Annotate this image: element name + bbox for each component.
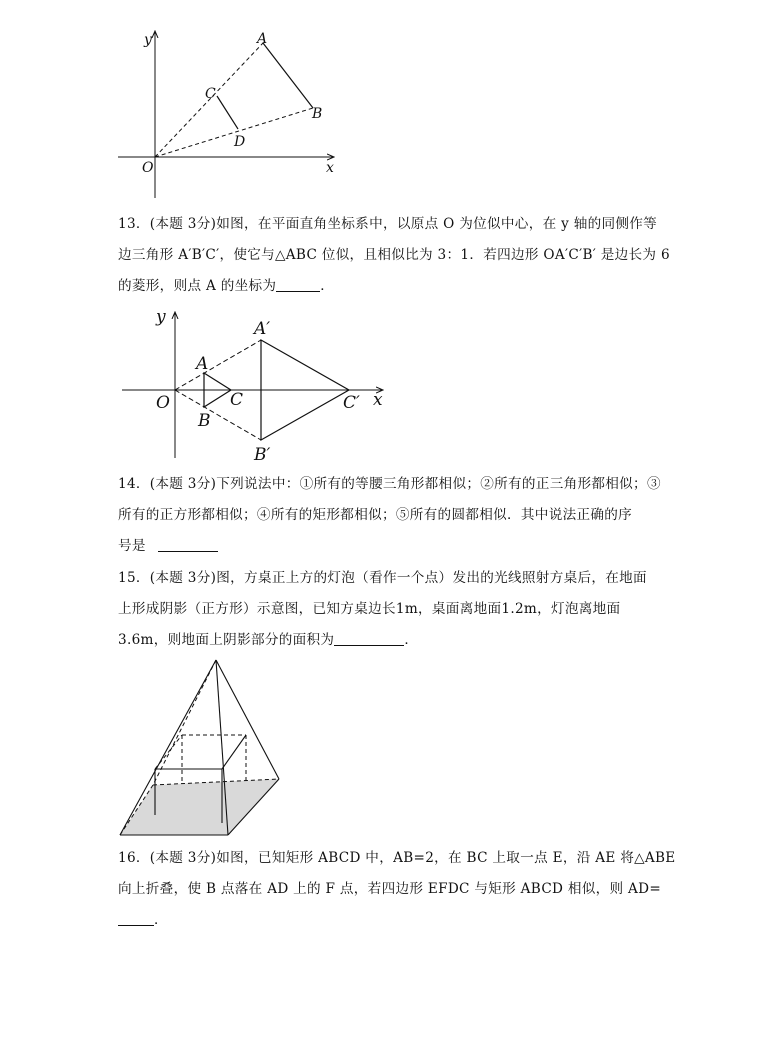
label-C: C (230, 390, 244, 410)
segment-CD (217, 96, 238, 129)
label-x: x (326, 160, 334, 176)
q15-line-2: 上形成阴影（正方形）示意图，已知方桌边长1m，桌面离地面1.2m，灯泡离地面 (118, 601, 621, 617)
q15-line-3-end: ． (404, 632, 419, 648)
q15-answer-blank[interactable] (334, 631, 404, 646)
label-O: O (156, 393, 170, 413)
q14-line-3 (118, 531, 678, 562)
q15-line-3 (118, 625, 678, 656)
q15-line-3-text: 3.6m，则地面上阴影部分的面积为 (118, 632, 335, 648)
q14-answer-blank[interactable] (158, 537, 218, 552)
q13-line-1: 13．(本题 3分)如图，在平面直角坐标系中，以原点 O 为位似中心，在 y 轴的同侧作等 (118, 216, 658, 232)
q14-line-1: 14．(本题 3分)下列说法中：①所有的等腰三角形都相似；②所有的正三角形都相似；③ (118, 476, 661, 492)
q16-answer-blank[interactable] (118, 911, 154, 926)
label-C-prime: C′ (343, 393, 360, 413)
label-B-prime: B′ (254, 445, 271, 465)
q14-line-3-text: 号是 (118, 538, 146, 554)
q15-line-1: 15．(本题 3分)图，方桌正上方的灯泡（看作一个点）发出的光线照射方桌后，在地面 (118, 570, 647, 586)
label-C: C (205, 86, 216, 102)
segment-AB (263, 43, 313, 108)
question-15 (118, 563, 678, 656)
q16-line-2: 向上折叠，使 B 点落在 AD 上的 F 点，若四边形 EFDC 与矩形 ABCD 相似，则 AD= (118, 881, 662, 897)
figure-1 (118, 31, 334, 198)
q13-line-3 (118, 271, 678, 302)
q14-line-2: 所有的正方形都相似；④所有的矩形都相似；⑤所有的圆都相似．其中说法正确的序 (118, 507, 633, 523)
q16-line-3-end: ． (154, 912, 168, 928)
q13-line-3-text: 的菱形，则点 A 的坐标为 (118, 278, 277, 294)
q13-line-3-end: ． (320, 278, 335, 294)
label-D: D (234, 134, 246, 150)
label-y: y (144, 32, 152, 48)
question-14 (118, 469, 678, 562)
label-A-prime: A′ (254, 319, 271, 339)
figure-2 (122, 307, 383, 465)
label-A: A (257, 31, 268, 47)
label-B: B (312, 106, 323, 122)
label-A: A (196, 354, 209, 374)
shadow-square (120, 779, 279, 835)
q13-line-2: 边三角形 A′B′C′，使它与△ABC 位似，且相似比为 3：1．若四边形 OA′C′B′ 是边长为 6 (118, 247, 670, 263)
label-B: B (198, 411, 211, 431)
label-O: O (142, 160, 154, 176)
figure-3 (120, 660, 279, 835)
label-y: y (156, 307, 166, 327)
q16-line-3 (118, 905, 678, 936)
q16-line-1: 16．(本题 3分)如图，已知矩形 ABCD 中，AB=2，在 BC 上取一点 E，沿 AE 将△ABE (118, 850, 676, 866)
q13-answer-blank[interactable] (276, 277, 320, 292)
question-13 (118, 209, 678, 302)
label-x: x (373, 390, 383, 410)
question-16 (118, 843, 678, 936)
